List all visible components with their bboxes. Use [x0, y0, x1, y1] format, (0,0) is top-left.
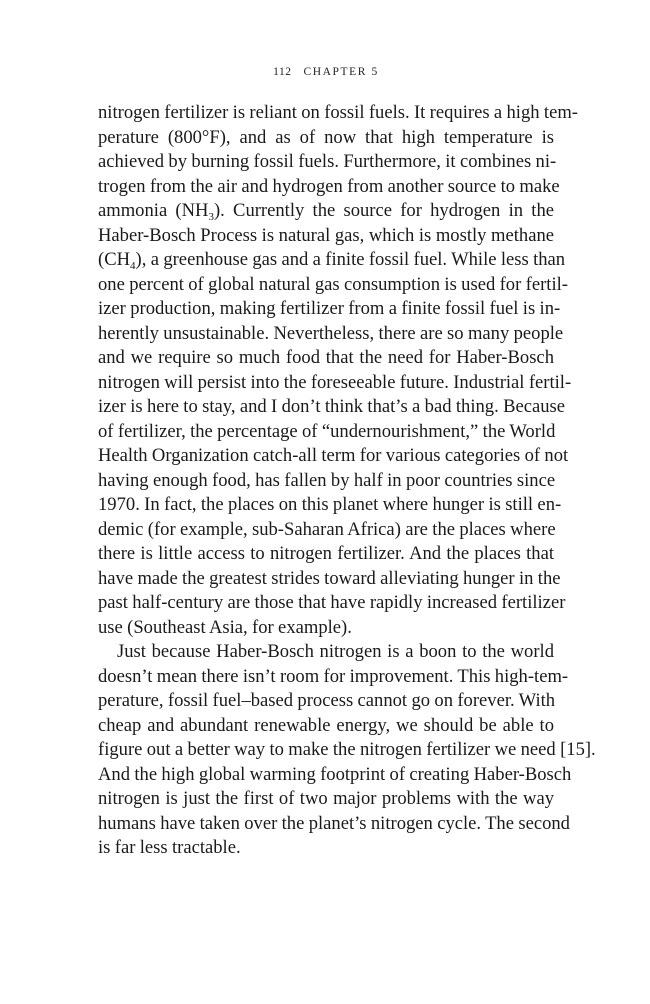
- text-line: nitrogen fertilizer is reliant on fossil fuels. It requires a high tem-: [98, 102, 578, 123]
- text-line: perature (800°F), and as of now that high temperature is: [98, 126, 554, 148]
- text-line: izer is here to stay, and I don’t think that’s a bad thing. Because: [98, 396, 566, 417]
- text-line: have made the greatest strides toward alleviating hunger in the: [98, 567, 561, 589]
- text-line: Haber-Bosch Process is natural gas, which is mostly methane: [98, 224, 554, 246]
- text-line: is far less tractable.: [98, 837, 241, 858]
- text-line: izer production, making fertilizer from a finite fossil fuel is in-: [98, 298, 561, 319]
- subscript: 3: [208, 211, 214, 223]
- body-text: [98, 101, 596, 861]
- text-line: figure out a better way to make the nitrogen fertilizer we need [15].: [98, 739, 596, 760]
- text-line: 1970. In fact, the places on this planet where hunger is still en-: [98, 494, 562, 515]
- text-line: Health Organization catch-all term for various categories of not: [98, 445, 569, 466]
- text-line: perature, fossil fuel–based process cannot go on forever. With: [98, 690, 556, 711]
- text-line: humans have taken over the planet’s nitrogen cycle. The second: [98, 812, 570, 834]
- subscript: 4: [130, 260, 136, 272]
- text-line: achieved by burning fossil fuels. Furthermore, it combines ni-: [98, 151, 557, 172]
- text-line: And the high global warming footprint of creating Haber-Bosch: [98, 763, 572, 785]
- text-line: use (Southeast Asia, for example).: [98, 616, 352, 638]
- text-line: trogen from the air and hydrogen from another source to make: [98, 175, 560, 197]
- text-line: of fertilizer, the percentage of “undernourishment,” the World: [98, 420, 556, 442]
- text-line: $(CH_4)$, a greenhouse gas and a finite fossil fuel. While less than: [98, 249, 566, 272]
- text-line: and we require so much food that the need for Haber-Bosch: [98, 347, 554, 368]
- text-line: nitrogen is just the first of two major problems with the way: [98, 788, 554, 809]
- text-line: there is little access to nitrogen fertilizer. And the places that: [98, 543, 554, 564]
- text-line: doesn’t mean there isn’t room for improvement. This high-tem-: [98, 665, 569, 687]
- text-line: past half-century are those that have rapidly increased fertilizer: [98, 592, 566, 613]
- running-head: [98, 66, 554, 78]
- text-line: one percent of global natural gas consumption is used for fertil-: [98, 273, 568, 295]
- text-line: herently unsustainable. Nevertheless, there are so many people: [98, 322, 564, 344]
- text-line: Just because Haber-Bosch nitrogen is a boon to the world: [117, 641, 554, 662]
- text-line: nitrogen will persist into the foreseeable future. Industrial fertil-: [98, 371, 572, 393]
- page-number: 112: [273, 66, 292, 78]
- text-line: having enough food, has fallen by half in poor countries since: [98, 469, 556, 491]
- text-line: demic (for example, sub-Saharan Africa) are the places where: [98, 518, 556, 540]
- text-line: ammonia $(NH_3)$. Currently the source for hydrogen in the: [98, 200, 554, 223]
- text-line: cheap and abundant renewable energy, we should be able to: [98, 714, 554, 736]
- chapter-title: CHAPTER 5: [303, 66, 379, 78]
